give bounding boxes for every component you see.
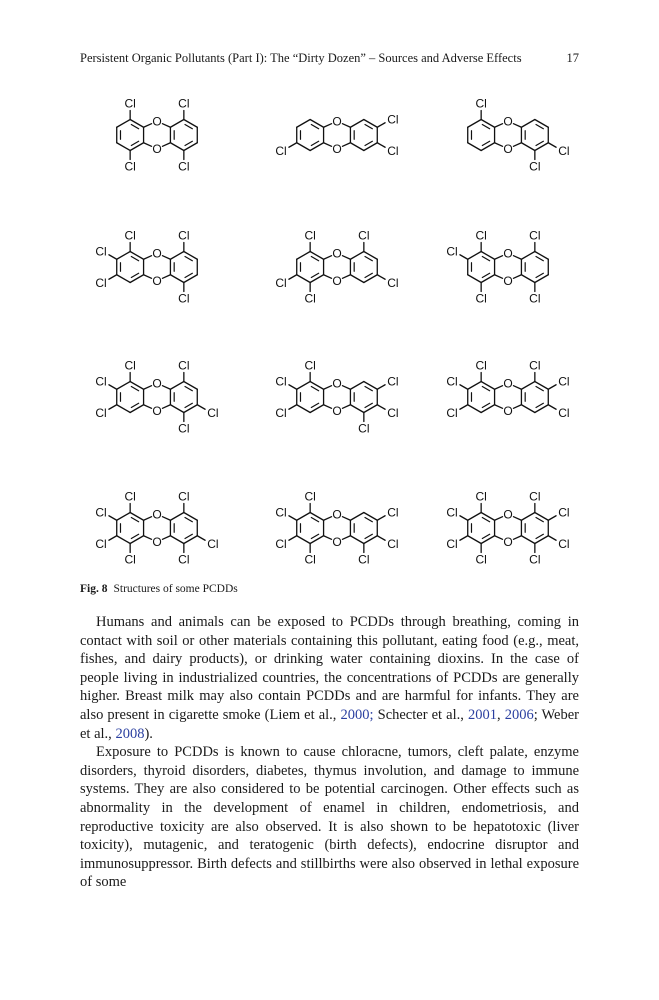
chlorine-atom-label: Cl: [446, 505, 458, 520]
chlorine-atom-label: Cl: [529, 159, 541, 174]
figure-caption: [80, 583, 238, 595]
chlorine-atom-label: Cl: [124, 228, 136, 243]
chlorine-atom-label: Cl: [475, 228, 487, 243]
chlorine-atom-label: Cl: [304, 489, 316, 504]
pcdd-structure: [446, 359, 569, 420]
chlorine-atom-label: Cl: [475, 552, 487, 567]
chlorine-atom-label: Cl: [304, 358, 316, 373]
chlorine-atom-label: Cl: [95, 405, 107, 420]
chlorine-atom-label: Cl: [178, 552, 190, 567]
chlorine-atom-label: Cl: [304, 552, 316, 567]
paragraph: [80, 613, 579, 743]
oxygen-atom-label: O: [332, 273, 342, 288]
oxygen-atom-label: O: [503, 403, 513, 418]
oxygen-atom-label: O: [152, 141, 162, 156]
paragraph-text: ).: [144, 725, 153, 742]
oxygen-atom-label: O: [503, 114, 513, 129]
chlorine-atom-label: Cl: [446, 374, 458, 389]
chlorine-atom-label: Cl: [178, 96, 190, 111]
chlorine-atom-label: Cl: [95, 275, 107, 290]
chlorine-atom-label: Cl: [446, 536, 458, 551]
chlorine-atom-label: Cl: [178, 358, 190, 373]
chlorine-atom-label: Cl: [446, 244, 458, 259]
chlorine-atom-label: Cl: [475, 358, 487, 373]
chlorine-atom-label: Cl: [529, 489, 541, 504]
paragraph-text: Schecter et al.,: [373, 706, 468, 723]
chlorine-atom-label: Cl: [475, 489, 487, 504]
chlorine-atom-label: Cl: [558, 536, 570, 551]
chlorine-atom-label: Cl: [558, 405, 570, 420]
chlorine-atom-label: Cl: [446, 405, 458, 420]
chlorine-atom-label: Cl: [178, 421, 190, 436]
pcdd-structure: [468, 97, 570, 174]
chlorine-atom-label: Cl: [475, 291, 487, 306]
chlorine-atom-label: Cl: [387, 505, 399, 520]
figure-caption-text: Structures of some PCDDs: [113, 583, 238, 595]
chlorine-atom-label: Cl: [95, 505, 107, 520]
oxygen-atom-label: O: [503, 534, 513, 549]
oxygen-atom-label: O: [503, 141, 513, 156]
chlorine-atom-label: Cl: [124, 552, 136, 567]
pcdd-structure: [275, 359, 398, 436]
citation-link[interactable]: 2001: [467, 706, 497, 723]
paragraph: Exposure to PCDDs is known to cause chloracne, tumors, cleft palate, enzyme disorders, thyroid disorders, diabetes, thymus involution, and damage to immune systems. They are also considered to be potential carcinogen. Other effects such as abnormality in the development of enamel in children, endometriosis, and reproductive toxicity are also observed. It is also shown to be hepatotoxic (liver toxicity), mutagenic, and teratogenic (birth defects), endocrine disruptor and immunosuppressor. Birth defects and stillbirths were also observed in lethal exposure of some: [80, 744, 579, 891]
chlorine-atom-label: Cl: [124, 358, 136, 373]
chlorine-atom-label: Cl: [387, 374, 399, 389]
chlorine-atom-label: Cl: [275, 505, 287, 520]
oxygen-atom-label: O: [332, 141, 342, 156]
pcdd-structure: [95, 490, 218, 567]
page-number: 17: [566, 51, 579, 65]
pcdd-structure: [275, 490, 398, 567]
chlorine-atom-label: Cl: [124, 489, 136, 504]
chlorine-atom-label: Cl: [387, 275, 399, 290]
citation-link[interactable]: 2006: [504, 706, 534, 723]
running-head: [80, 51, 579, 69]
paragraph-text: ; Weber et al.,: [80, 706, 580, 742]
chlorine-atom-label: Cl: [95, 244, 107, 259]
oxygen-atom-label: O: [152, 376, 162, 391]
chlorine-atom-label: Cl: [95, 536, 107, 551]
oxygen-atom-label: O: [503, 376, 513, 391]
pcdd-structure: [446, 229, 548, 306]
pcdd-structure: [117, 97, 198, 174]
chlorine-atom-label: Cl: [358, 421, 370, 436]
oxygen-atom-label: O: [503, 246, 513, 261]
body-text: [80, 613, 579, 892]
chlorine-atom-label: Cl: [207, 536, 219, 551]
chlorine-atom-label: Cl: [95, 374, 107, 389]
oxygen-atom-label: O: [152, 534, 162, 549]
oxygen-atom-label: O: [152, 403, 162, 418]
oxygen-atom-label: O: [332, 534, 342, 549]
chlorine-atom-label: Cl: [358, 552, 370, 567]
chlorine-atom-label: Cl: [275, 143, 287, 158]
chlorine-atom-label: Cl: [124, 96, 136, 111]
running-head-title: Persistent Organic Pollutants (Part I): The “Dirty Dozen” – Sources and Adverse Effects: [80, 51, 522, 65]
citation-link[interactable]: 2008: [115, 725, 145, 742]
chlorine-atom-label: Cl: [387, 112, 399, 127]
oxygen-atom-label: O: [332, 376, 342, 391]
chlorine-atom-label: Cl: [275, 536, 287, 551]
chlorine-atom-label: Cl: [529, 291, 541, 306]
chlorine-atom-label: Cl: [178, 489, 190, 504]
chlorine-atom-label: Cl: [304, 291, 316, 306]
pcdd-structure: [446, 490, 569, 567]
chlorine-atom-label: Cl: [124, 159, 136, 174]
chlorine-atom-label: Cl: [558, 505, 570, 520]
chlorine-atom-label: Cl: [178, 228, 190, 243]
oxygen-atom-label: O: [332, 114, 342, 129]
oxygen-atom-label: O: [332, 403, 342, 418]
oxygen-atom-label: O: [152, 246, 162, 261]
chlorine-atom-label: Cl: [358, 228, 370, 243]
chlorine-atom-label: Cl: [275, 275, 287, 290]
chlorine-atom-label: Cl: [529, 552, 541, 567]
chlorine-atom-label: Cl: [529, 228, 541, 243]
pcdd-structure: [95, 359, 218, 436]
figure-caption-label: Fig. 8: [80, 583, 108, 595]
oxygen-atom-label: O: [332, 246, 342, 261]
citation-link[interactable]: 2000;: [340, 706, 374, 723]
chlorine-atom-label: Cl: [178, 159, 190, 174]
chlorine-atom-label: Cl: [275, 405, 287, 420]
oxygen-atom-label: O: [152, 507, 162, 522]
pcdd-structure: [275, 112, 398, 158]
pcdd-structure: [275, 229, 398, 306]
chlorine-atom-label: Cl: [558, 374, 570, 389]
oxygen-atom-label: O: [503, 507, 513, 522]
chlorine-atom-label: Cl: [558, 143, 570, 158]
paragraph-text: ,: [496, 706, 505, 723]
paragraph-text: Humans and animals can be exposed to PCDDs through breathing, coming in contact with soil or other materials containing this pollutant, eating food (e.g., meat, fishes, and dairy products), or drinking water containing dioxins. In the case of people living in industrialized countries, the concentrations of PCDDs are generally higher. Breast milk may also contain PCDDs and are harmful for infants. They are also present in cigarette smoke (Liem et al.,: [80, 614, 579, 723]
oxygen-atom-label: O: [332, 507, 342, 522]
chlorine-atom-label: Cl: [387, 405, 399, 420]
pcdd-structures-figure: [60, 78, 600, 578]
oxygen-atom-label: O: [503, 273, 513, 288]
chlorine-atom-label: Cl: [475, 96, 487, 111]
chlorine-atom-label: Cl: [207, 405, 219, 420]
chlorine-atom-label: Cl: [387, 536, 399, 551]
chlorine-atom-label: Cl: [304, 228, 316, 243]
chlorine-atom-label: Cl: [178, 291, 190, 306]
oxygen-atom-label: O: [152, 114, 162, 129]
oxygen-atom-label: O: [152, 273, 162, 288]
pcdd-structure: [95, 229, 197, 306]
chlorine-atom-label: Cl: [387, 143, 399, 158]
chlorine-atom-label: Cl: [275, 374, 287, 389]
chlorine-atom-label: Cl: [529, 358, 541, 373]
